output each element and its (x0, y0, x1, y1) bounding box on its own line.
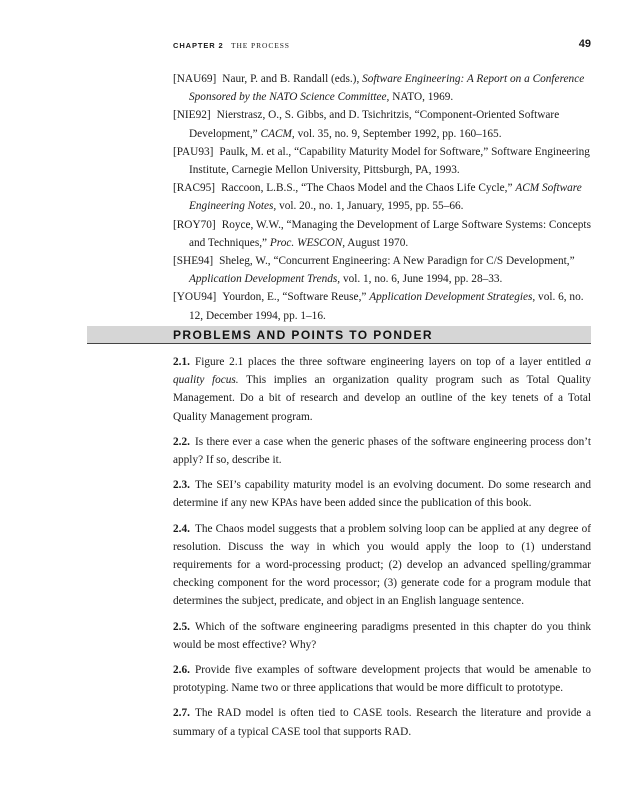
problem-text: Which of the software engineering paradigms presented in this chapter do you think would be most effective? Why? (173, 620, 591, 651)
reference-tag: [RAC95] (173, 182, 216, 195)
reference-entry (173, 288, 591, 324)
reference-source: CACM, (260, 127, 295, 140)
reference-text: Nierstrasz, O., S. Gibbs, and D. Tsichritzis, “Component-Oriented Software Development,” (189, 109, 560, 140)
section-heading-bar (87, 326, 591, 344)
reference-text: Sheleg, W., “Concurrent Engineering: A New Paradign for C/S Development,” (219, 255, 575, 268)
problem-number: 2.5. (173, 620, 190, 633)
reference-source: Application Development Trends, (189, 273, 341, 286)
problem-number: 2.7. (173, 707, 190, 720)
problem-text: Figure 2.1 places the three software engineering layers on top of a layer entitled (194, 356, 581, 368)
reference-entry (173, 70, 591, 106)
reference-source: ACM Software Engineering Notes, (189, 182, 582, 213)
problem-text: The RAD model is often tied to CASE tools. Research the literature and provide a summary of a typical CASE tool that supports RAD. (173, 707, 591, 738)
problem-number: 2.2. (173, 435, 190, 448)
problem-number: 2.3. (173, 479, 190, 492)
reference-tag: [PAU93] (173, 145, 214, 158)
reference-details: vol. 6, no. 12, December 1994, pp. 1–16. (189, 291, 584, 322)
problem-text-continued: This implies an organization quality program such as Total Quality Management. Do a bit of research and develop an outline of the key tenets of a Total Quality Management program. (173, 374, 592, 423)
problem-text: The SEI’s capability maturity model is an evolving document. Do some research and determine if any new KPAs have been added since the publication of this book. (173, 479, 591, 510)
problem-item (173, 433, 591, 469)
reference-details: August 1970. (347, 236, 409, 249)
problem-item (173, 520, 591, 611)
problem-item (173, 353, 591, 426)
reference-details: vol. 35, no. 9, September 1992, pp. 160–165. (297, 127, 502, 140)
problem-number: 2.4. (173, 522, 190, 535)
reference-text: Raccoon, L.B.S., “The Chaos Model and the Chaos Life Cycle,” (221, 182, 513, 195)
reference-tag: [YOU94] (173, 291, 217, 304)
section-title: PROBLEMS AND POINTS TO PONDER (173, 328, 433, 342)
reference-source: Software Engineering: A Report on a Conference Sponsored by the NATO Science Committee, (189, 73, 585, 104)
reference-details: vol. 20., no. 1, January, 1995, pp. 55–66. (279, 200, 464, 213)
chapter-label: CHAPTER 2 (173, 41, 224, 50)
reference-source: Proc. WESCON, (269, 236, 346, 249)
reference-text: Naur, P. and B. Randall (eds.), (222, 73, 360, 85)
problem-item (173, 618, 591, 654)
problem-item (173, 704, 591, 740)
reference-text: Yourdon, E., “Software Reuse,” (222, 291, 367, 304)
problem-list (173, 353, 591, 748)
problem-number: 2.1. (173, 356, 190, 368)
reference-source: Application Development Strategies, (369, 291, 536, 304)
problem-number: 2.6. (173, 664, 190, 677)
problem-item (173, 476, 591, 512)
problem-emphasis: a quality focus. (173, 356, 591, 387)
chapter-title: THE PROCESS (231, 41, 290, 50)
running-header (173, 38, 591, 54)
reference-text: Royce, W.W., “Managing the Development of Large Software Systems: Concepts and Techniques,” (189, 218, 591, 249)
reference-details: vol. 1, no. 6, June 1994, pp. 28–33. (342, 273, 503, 286)
problem-text: Provide five examples of software development projects that would be amenable to prototyping. Name two or three applications that would be more difficult to prototype. (173, 664, 591, 695)
reference-entry (173, 106, 591, 142)
problem-item (173, 661, 591, 697)
reference-details: NATO, 1969. (392, 91, 454, 104)
reference-entry (173, 216, 591, 252)
reference-entry (173, 252, 591, 288)
page-number: 49 (578, 38, 591, 50)
reference-tag: [NAU69] (173, 73, 217, 85)
reference-tag: [ROY70] (173, 218, 216, 231)
reference-tag: [SHE94] (173, 255, 214, 268)
problem-text: The Chaos model suggests that a problem solving loop can be applied at any degree of resolution. Discuss the way in which you would apply the loop to (1) understand requirements for a word-processing product; (2) develop an advanced spelling/grammar checking component for the word processor; (3) generate code for a program module that determines the subject, predicate, and object in an English language sentence. (173, 522, 591, 608)
reference-list (173, 70, 591, 325)
reference-entry (173, 179, 591, 215)
reference-entry (173, 143, 591, 179)
reference-text: Paulk, M. et al., “Capability Maturity Model for Software,” Software Engineering Institute, Carnegie Mellon University, Pittsburgh, PA, 1993. (189, 145, 590, 177)
problem-text: Is there ever a case when the generic phases of the software engineering process don’t apply? If so, describe it. (173, 435, 591, 467)
reference-tag: [NIE92] (173, 109, 211, 122)
